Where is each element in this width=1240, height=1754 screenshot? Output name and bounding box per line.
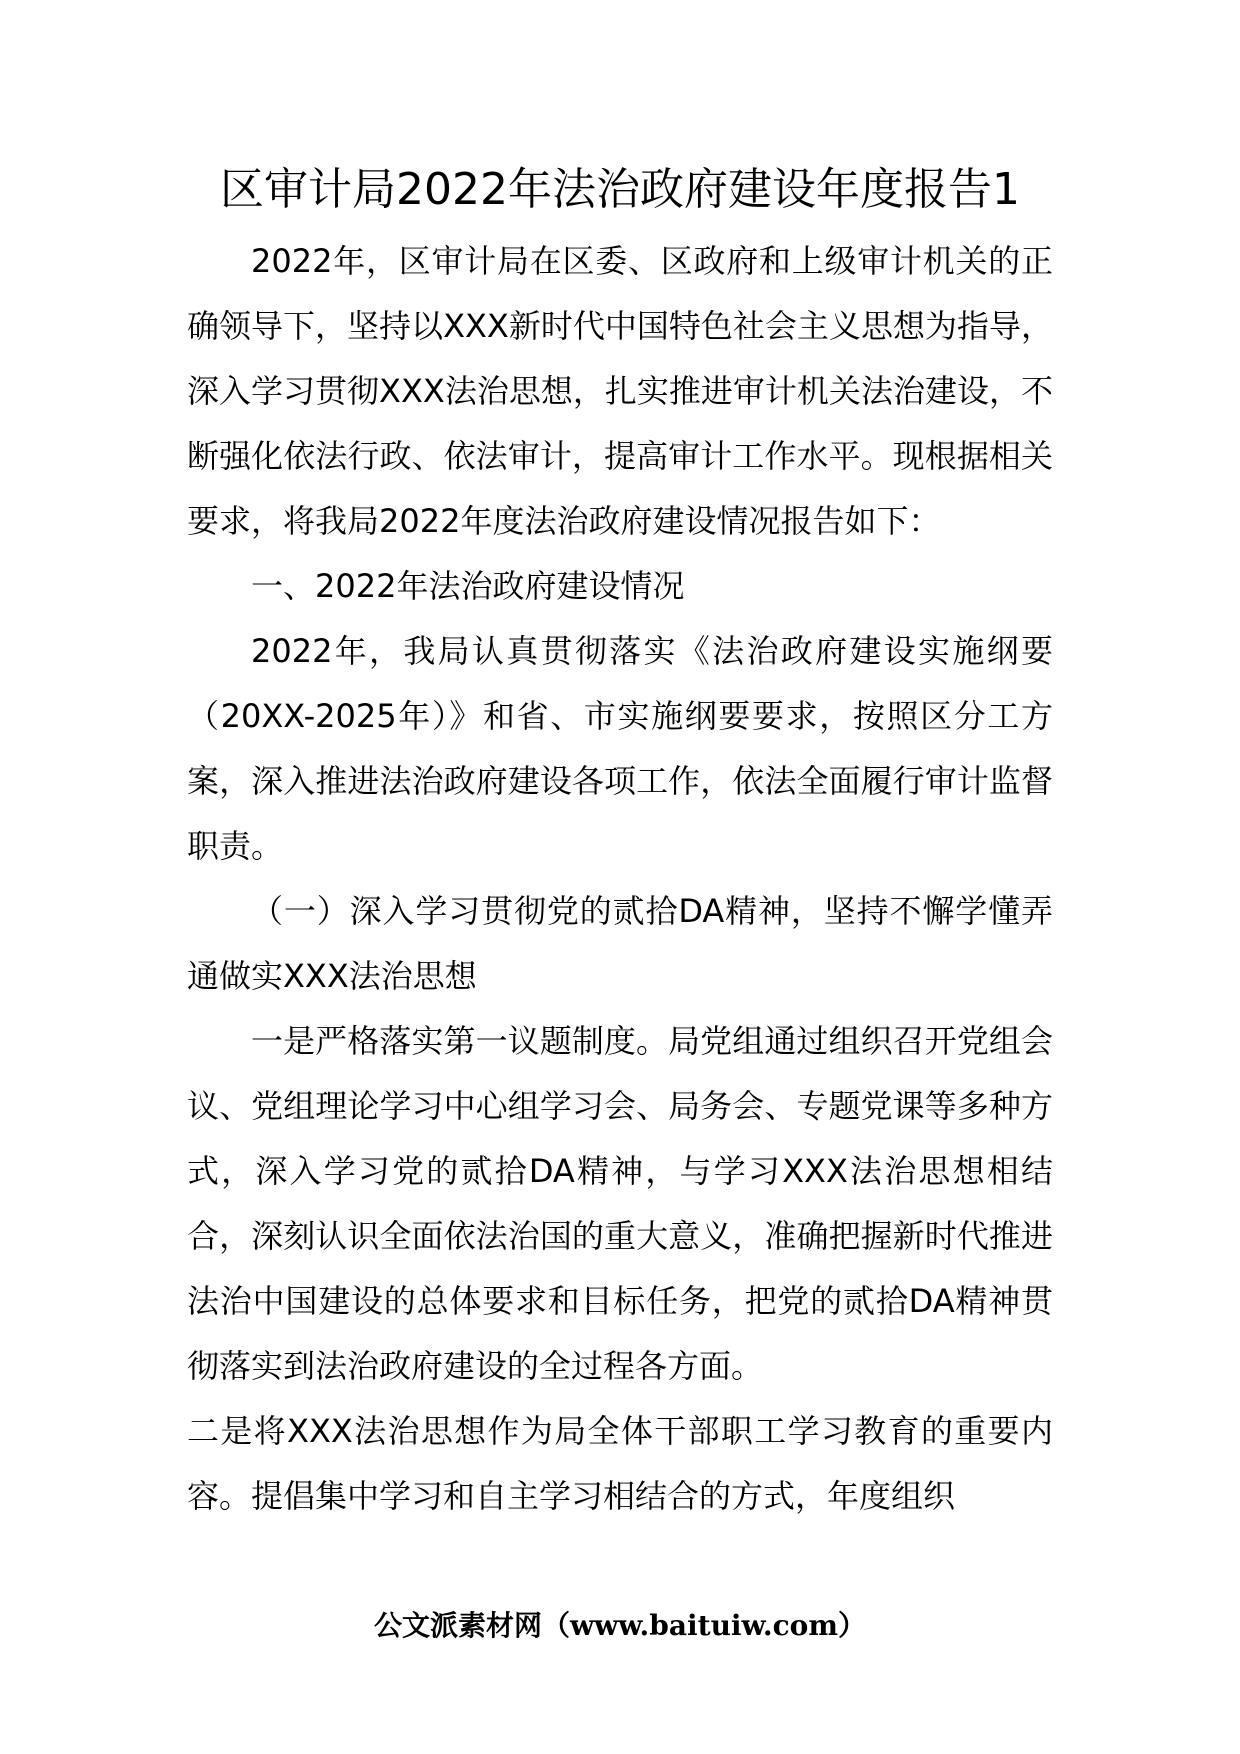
paragraph-section-1: 2022年，我局认真贯彻落实《法治政府建设实施纲要（20XX-2025年）》和省、市实施纲要要求，按照区分工方案，深入推进法治政府建设各项工作，依法全面履行审计监督职责。 <box>187 632 1053 865</box>
footer-watermark: 公文派素材网（www.baituiw.com） <box>374 1609 866 1642</box>
document-body <box>187 229 1053 1529</box>
paragraph-intro: 2022年，区审计局在区委、区政府和上级审计机关的正确领导下，坚持以XXX新时代中国特色社会主义思想为指导，深入学习贯彻XXX法治思想，扎实推进审计机关法治建设，不断强化依法行政、依法审计，提高审计工作水平。现根据相关要求，将我局2022年度法治政府建设情况报告如下： <box>187 242 1053 540</box>
paragraph-item-2: 二是将XXX法治思想作为局全体干部职工学习教育的重要内容。提倡集中学习和自主学习相结合的方式，年度组织 <box>187 1412 1053 1515</box>
subsection-heading-1: （一）深入学习贯彻党的贰拾DA精神，坚持不懈学懂弄通做实XXX法治思想 <box>187 892 1053 995</box>
paragraph-item-1: 一是严格落实第一议题制度。局党组通过组织召开党组会议、党组理论学习中心组学习会、局务会、专题党课等多种方式，深入学习党的贰拾DA精神，与学习XXX法治思想相结合，深刻认识全面依法治国的重大意义，准确把握新时代推进法治中国建设的总体要求和目标任务，把党的贰拾DA精神贯彻落实到法治政府建设的全过程各方面。 <box>187 1022 1053 1385</box>
document-title: 区审计局2022年法治政府建设年度报告1 <box>220 164 1020 215</box>
section-heading-1: 一、2022年法治政府建设情况 <box>251 567 685 605</box>
